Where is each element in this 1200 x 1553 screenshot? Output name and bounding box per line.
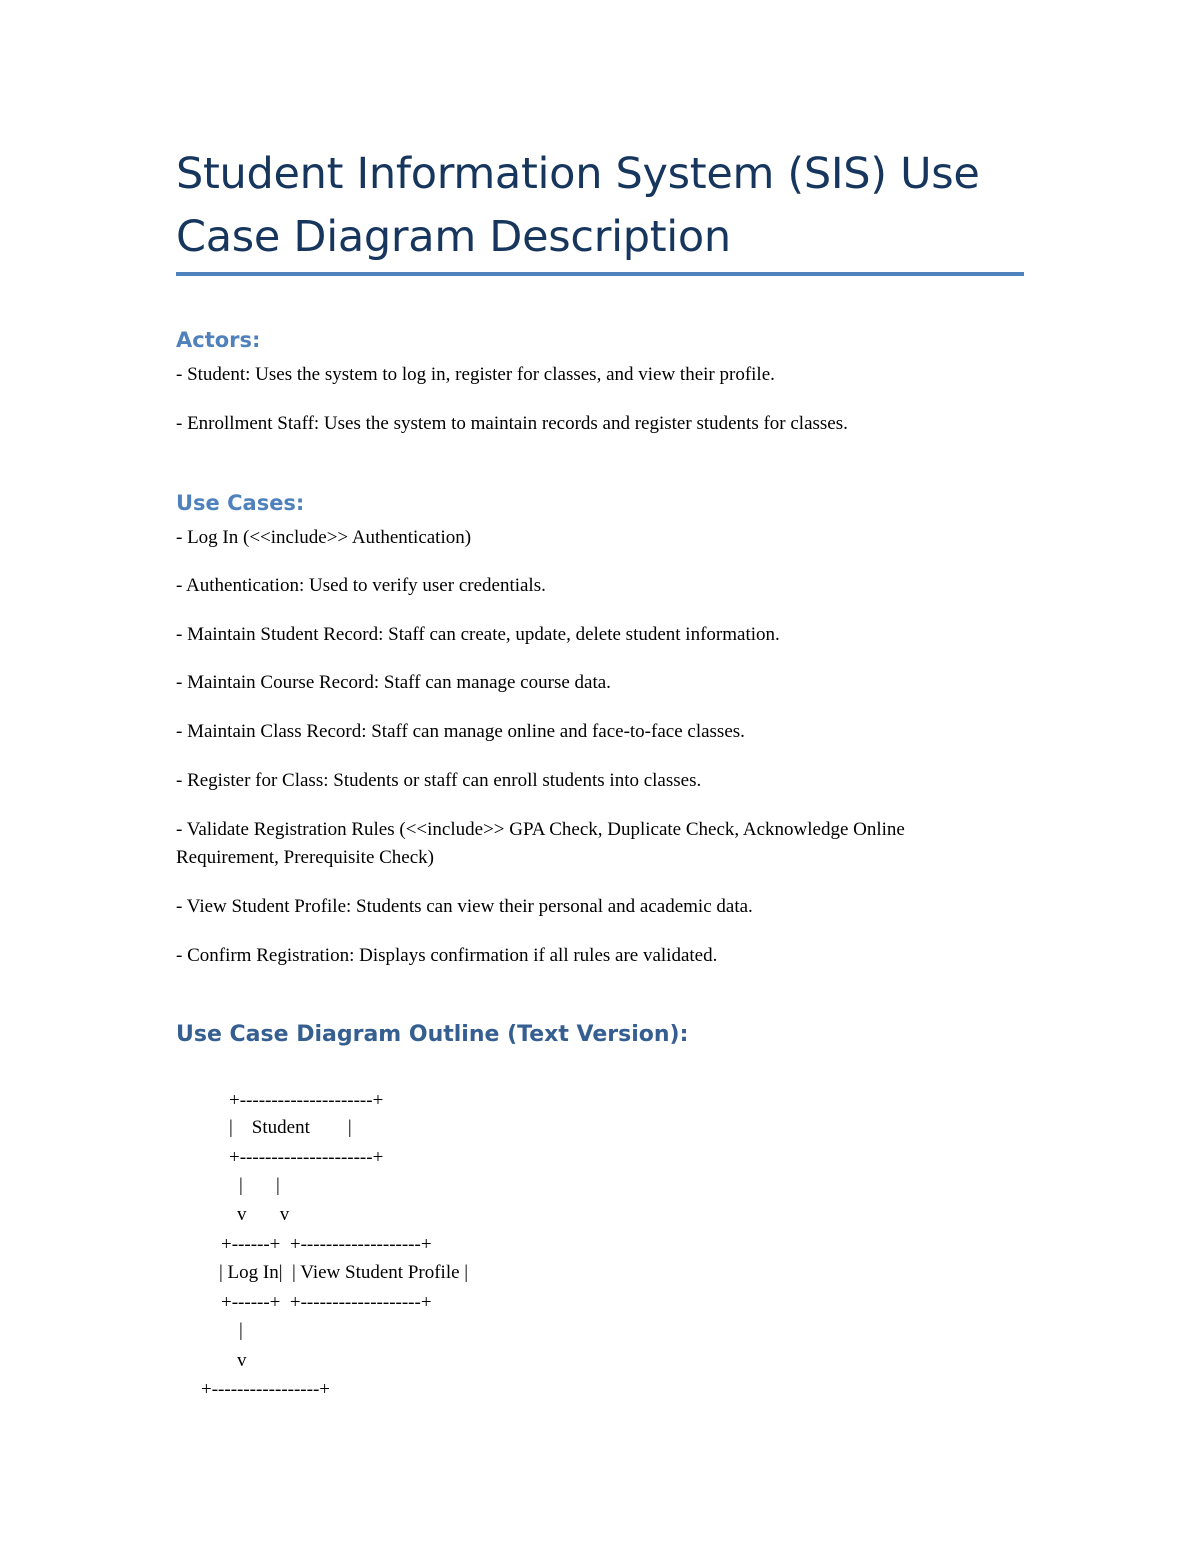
use-case-item-confirm-registration: - Confirm Registration: Displays confirmation if all rules are validated.	[176, 945, 718, 966]
use-case-item-log-in: - Log In (<<include>> Authentication)	[176, 527, 472, 548]
use-cases-heading: Use Cases:	[176, 491, 305, 515]
diagram-line: v v	[237, 1204, 290, 1225]
use-case-item-authentication: - Authentication: Used to verify user credentials.	[176, 575, 546, 596]
diagram-outline-heading: Use Case Diagram Outline (Text Version):	[176, 1022, 689, 1047]
title-underline	[176, 272, 1024, 276]
actor-item-enrollment-staff: - Enrollment Staff: Uses the system to maintain records and register students for classes.	[176, 413, 848, 434]
use-case-item-view-student-profile: - View Student Profile: Students can view their personal and academic data.	[176, 896, 753, 917]
use-case-item-maintain-student-record: - Maintain Student Record: Staff can create, update, delete student information.	[176, 624, 780, 645]
diagram-line: | |	[239, 1175, 280, 1196]
document-title: Student Information System (SIS) Use Case Diagram Description	[176, 149, 980, 262]
use-case-item-maintain-course-record: - Maintain Course Record: Staff can manage course data.	[176, 672, 611, 693]
use-case-item-validate-registration-rules: - Validate Registration Rules (<<include>> GPA Check, Duplicate Check, Acknowledge Online Requirement, Prerequisite Check)	[176, 819, 905, 868]
use-case-item-register-for-class: - Register for Class: Students or staff can enroll students into classes.	[176, 770, 702, 791]
diagram-line: +---------------------+	[229, 1090, 384, 1111]
diagram-line: |	[239, 1320, 243, 1341]
actor-item-student: - Student: Uses the system to log in, register for classes, and view their profile.	[176, 364, 775, 385]
diagram-line: +------+ +-------------------+	[221, 1234, 432, 1255]
actors-heading: Actors:	[176, 328, 261, 352]
diagram-line: | Log In| | View Student Profile |	[219, 1262, 469, 1283]
diagram-line: +-----------------+	[201, 1379, 330, 1400]
diagram-line: | Student |	[229, 1117, 352, 1138]
use-case-item-maintain-class-record: - Maintain Class Record: Staff can manage online and face-to-face classes.	[176, 721, 745, 742]
diagram-line: v	[237, 1350, 247, 1371]
diagram-line: +---------------------+	[229, 1147, 384, 1168]
diagram-line: +------+ +-------------------+	[221, 1292, 432, 1313]
